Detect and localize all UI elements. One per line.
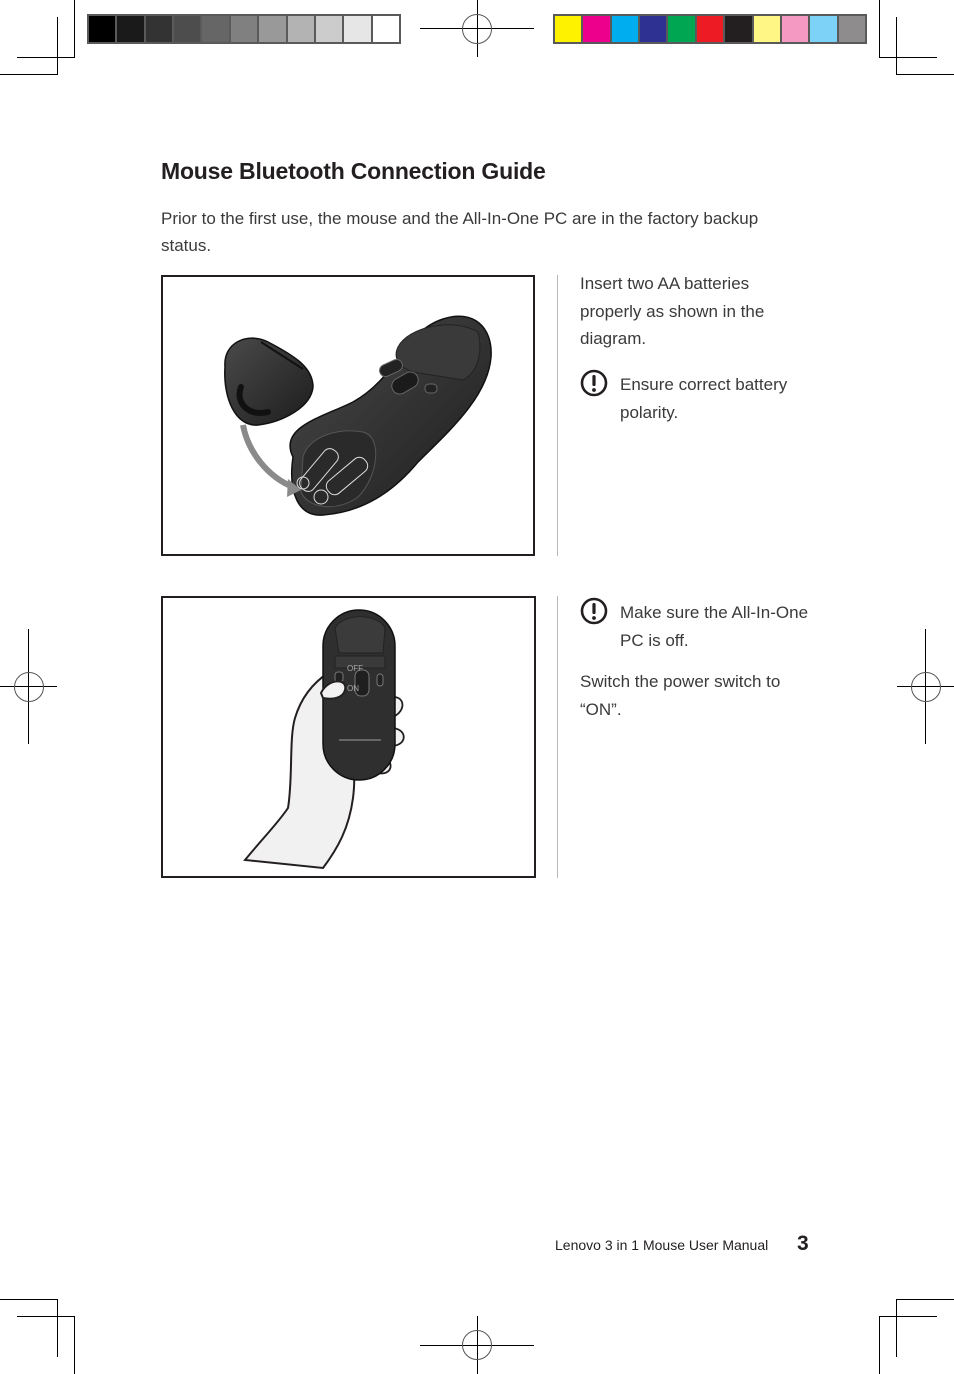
calibration-swatch <box>174 16 200 42</box>
color-calibration-bar <box>553 14 867 44</box>
step2-instruction: Switch the power switch to “ON”. <box>580 672 781 719</box>
calibration-swatch <box>89 16 115 42</box>
calibration-swatch <box>231 16 257 42</box>
battery-insertion-figure <box>161 275 535 556</box>
calibration-swatch <box>259 16 285 42</box>
power-switch-figure <box>161 596 536 878</box>
calibration-swatch <box>288 16 314 42</box>
calibration-swatch <box>612 16 638 42</box>
calibration-swatch <box>782 16 808 42</box>
calibration-swatch <box>555 16 581 42</box>
warning-exclamation-icon <box>580 597 608 625</box>
step1-note <box>580 371 810 426</box>
footer-manual-title: Lenovo 3 in 1 Mouse User Manual <box>555 1237 769 1253</box>
step1-note-text: Ensure correct battery polarity. <box>620 375 788 422</box>
calibration-swatch <box>668 16 694 42</box>
on-label: ON <box>347 684 359 693</box>
step2-note-text: Make sure the All-In-One PC is off. <box>620 603 809 650</box>
page-number: 3 <box>797 1232 809 1255</box>
calibration-swatch <box>725 16 751 42</box>
step1-instruction: Insert two AA batteries properly as shown in the diagram. <box>580 274 765 348</box>
calibration-swatch <box>146 16 172 42</box>
mouse-battery-illustration <box>163 277 533 554</box>
calibration-swatch <box>117 16 143 42</box>
calibration-swatch <box>640 16 666 42</box>
step2-note <box>580 599 820 654</box>
calibration-swatch <box>583 16 609 42</box>
warning-exclamation-icon <box>580 369 608 397</box>
page-title: Mouse Bluetooth Connection Guide <box>161 158 546 184</box>
calibration-swatch <box>316 16 342 42</box>
calibration-swatch <box>373 16 399 42</box>
calibration-swatch <box>202 16 228 42</box>
grayscale-calibration-bar <box>87 14 401 44</box>
hand-holding-mouse-illustration <box>163 598 534 876</box>
calibration-swatch <box>839 16 865 42</box>
calibration-swatch <box>344 16 370 42</box>
calibration-swatch <box>810 16 836 42</box>
off-label: OFF <box>347 664 363 673</box>
column-divider <box>557 275 558 556</box>
calibration-swatch <box>754 16 780 42</box>
calibration-swatch <box>697 16 723 42</box>
column-divider <box>557 596 558 878</box>
intro-paragraph: Prior to the first use, the mouse and the All-In-One PC are in the factory backup status. <box>161 209 759 255</box>
